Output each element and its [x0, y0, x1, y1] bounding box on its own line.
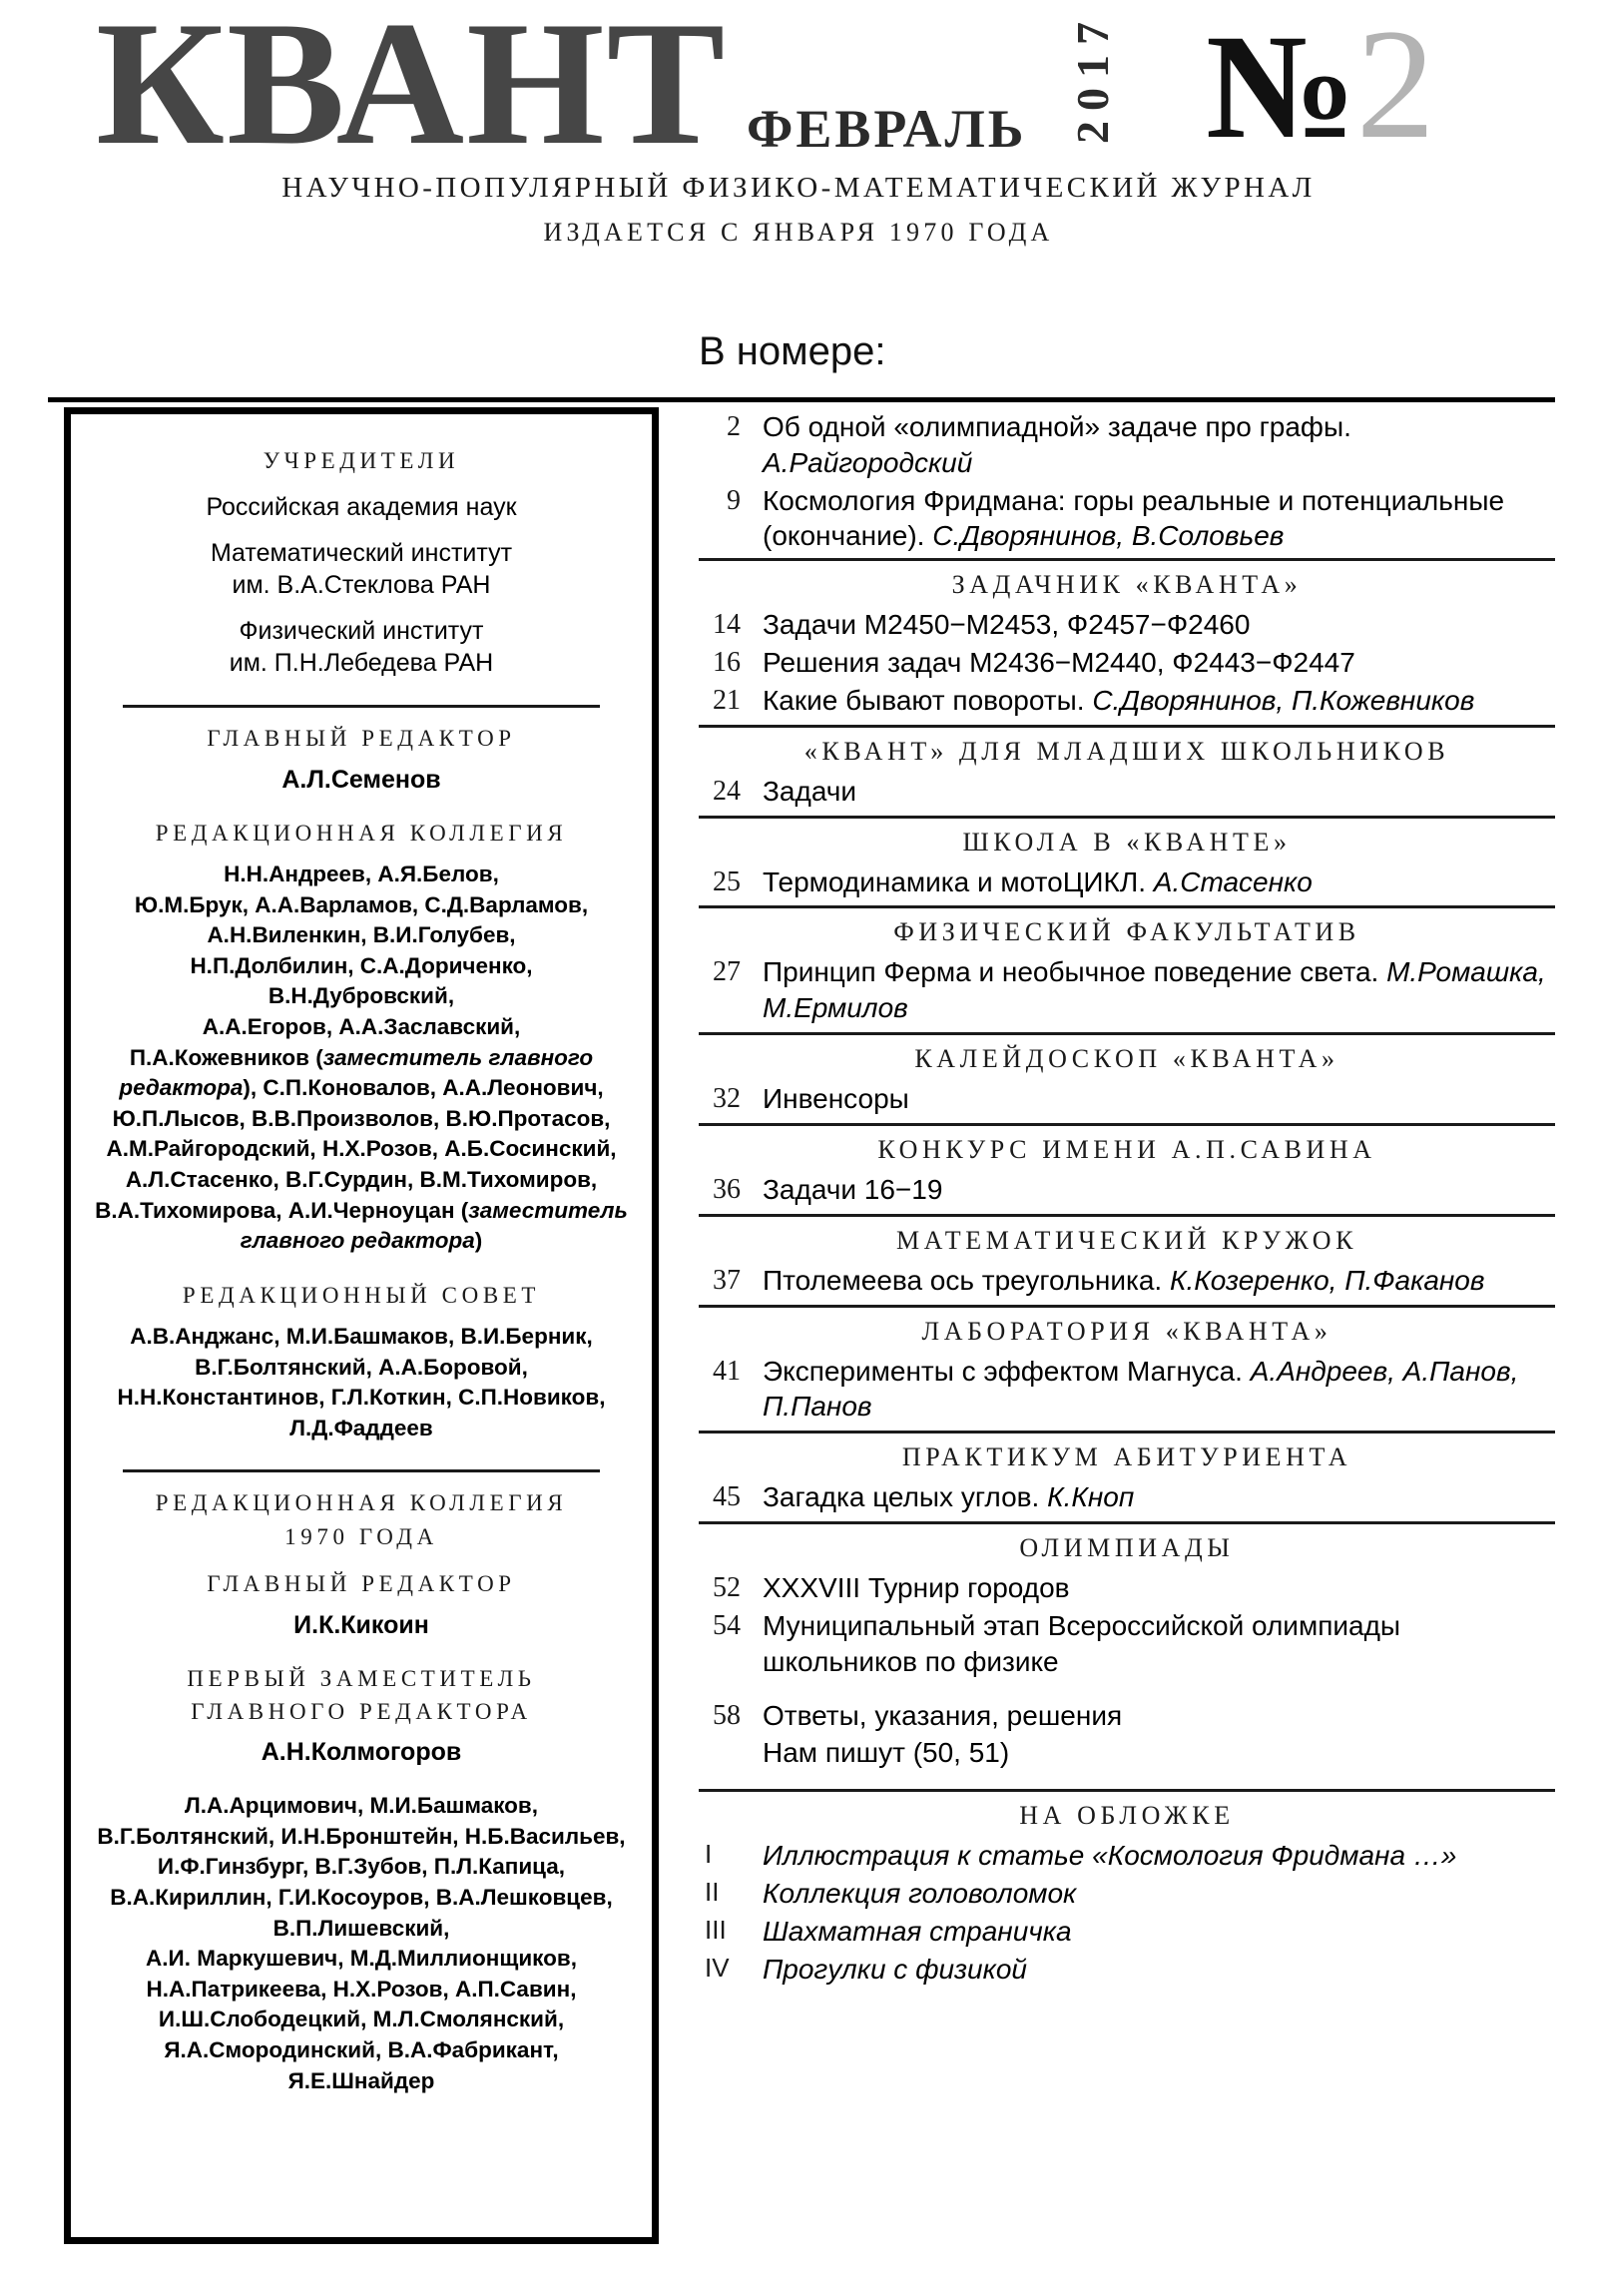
toc-entry-title: Задачи М2450−М2453, Ф2457−Ф2460	[763, 609, 1251, 641]
toc-entry-authors: А.Андреев, А.Панов, П.Панов	[763, 1355, 1519, 1423]
toc-page-number: 25	[713, 865, 741, 897]
editorial-board-line: А.А.Егоров, А.А.Заславский,	[202, 1014, 521, 1039]
table-of-contents	[699, 407, 1555, 1990]
toc-entry-text	[763, 1876, 1555, 1912]
toc-entry-authors: С.Дворянинов, П.Кожевников	[1092, 684, 1475, 716]
editorial-council-heading: РЕДАКЦИОННЫЙ СОВЕТ	[182, 1282, 541, 1308]
deputy-1970-heading-line1: ПЕРВЫЙ ЗАМЕСТИТЕЛЬ	[187, 1665, 536, 1691]
masthead	[0, 0, 1597, 247]
board-1970-line: Н.А.Патрикеева, Н.Х.Розов, А.П.Савин,	[146, 1976, 577, 2002]
toc-entry-title: Задачи 16−19	[763, 1173, 943, 1205]
toc-entry-text	[763, 645, 1555, 681]
toc-page-number: 52	[713, 1572, 741, 1604]
board-1970-line: Я.А.Смородинский, В.А.Фабрикант,	[164, 2036, 559, 2062]
toc-entry[interactable]	[699, 1914, 1555, 1950]
deputy-1970-name: А.Н.Колмогоров	[261, 1738, 462, 1767]
toc-entry-title: Термодинамика и мотоЦИКЛ.	[763, 865, 1154, 897]
toc-page-number: 41	[713, 1355, 741, 1387]
toc-entry-text	[763, 1479, 1555, 1515]
toc-entry[interactable]	[699, 1172, 1555, 1208]
toc-entry-text	[763, 607, 1555, 643]
logo-row	[0, 0, 1597, 182]
toc-entry[interactable]	[699, 774, 1555, 810]
toc-section	[699, 816, 1555, 900]
toc-section-heading: ЛАБОРАТОРИЯ «КВАНТА»	[921, 1316, 1332, 1346]
editorial-board-line: Ю.М.Брук, А.А.Варламов, С.Д.Варламов,	[134, 891, 589, 917]
editorial-board-heading: РЕДАКЦИОННАЯ КОЛЛЕГИЯ	[155, 820, 568, 846]
toc-entry[interactable]	[699, 1570, 1555, 1606]
toc-entry-text	[763, 864, 1555, 900]
toc-page-number: II	[705, 1877, 720, 1908]
masthead-info-panel	[64, 407, 659, 2244]
toc-section	[699, 905, 1555, 1026]
toc-page-number: 37	[713, 1264, 741, 1296]
journal-subtitle: НАУЧНО-ПОПУЛЯРНЫЙ ФИЗИКО-МАТЕМАТИЧЕСКИЙ ЖУРНАЛ	[281, 172, 1316, 204]
toc-section	[699, 1123, 1555, 1208]
editorial-council-line: А.В.Анджанс, М.И.Башмаков, В.И.Берник,	[130, 1324, 593, 1350]
board-1970-list	[85, 1791, 638, 2096]
toc-section-heading: КОНКУРС ИМЕНИ А.П.САВИНА	[877, 1134, 1376, 1164]
editorial-board-line: главного редактора)	[240, 1228, 483, 1254]
toc-entry[interactable]	[699, 1838, 1555, 1874]
toc-page-number: 9	[727, 484, 741, 516]
toc-entry[interactable]	[699, 1698, 1555, 1734]
board-1970-heading-line2: 1970 ГОДА	[284, 1523, 438, 1549]
toc-entry-title: Принцип Ферма и необычное поведение света.	[763, 956, 1387, 988]
toc-entry-text	[763, 1608, 1555, 1680]
toc-entry-title: Шахматная страничка	[763, 1915, 1072, 1947]
toc-section	[699, 1431, 1555, 1515]
issue-month: ФЕВРАЛЬ	[747, 99, 1027, 159]
toc-entry-text	[763, 683, 1555, 719]
editorial-board-list	[87, 860, 636, 1257]
toc-page-number: 2	[727, 411, 741, 442]
toc-entry-text	[763, 1570, 1555, 1606]
toc-entry-title: Птолемеева ось треугольника.	[763, 1264, 1170, 1296]
toc-entry-title: Коллекция головоломок	[763, 1878, 1077, 1910]
toc-page-number: 24	[713, 775, 741, 807]
toc-entry-title: Муниципальный этап Всероссийской олимпиады школьников по физике	[763, 1609, 1401, 1677]
toc-section	[699, 1305, 1555, 1426]
toc-section-heading: ПРАКТИКУМ АБИТУРИЕНТА	[901, 1442, 1352, 1472]
toc-section-heading: КАЛЕЙДОСКОП «КВАНТА»	[914, 1044, 1339, 1074]
toc-section	[699, 558, 1555, 718]
toc-entry-authors: А.Стасенко	[1153, 865, 1313, 897]
panel-divider	[123, 1469, 600, 1472]
toc-entry[interactable]	[699, 1081, 1555, 1117]
deputy-1970-heading	[81, 1662, 642, 1729]
toc-tail-group	[699, 1698, 1555, 1772]
toc-entry-title: Какие бывают повороты.	[763, 684, 1093, 716]
editorial-board-line: П.А.Кожевников (заместитель главного	[129, 1044, 594, 1070]
toc-page-number: 36	[713, 1173, 741, 1205]
editorial-board-line: В.А.Тихомирова, А.И.Черноуцан (заместитель	[95, 1197, 628, 1223]
toc-entry-text	[763, 1172, 1555, 1208]
deputy-1970-heading-line2: ГЛАВНОГО РЕДАКТОРА	[191, 1698, 532, 1724]
toc-section-heading: ФИЗИЧЕСКИЙ ФАКУЛЬТАТИВ	[893, 917, 1360, 947]
toc-section-heading: ОЛИМПИАДЫ	[1019, 1533, 1235, 1563]
founder-line-1: Математический институт	[210, 539, 513, 568]
board-1970-line: И.Ф.Гинзбург, В.Г.Зубов, П.Л.Капица,	[157, 1854, 566, 1880]
toc-entry-text	[763, 1081, 1555, 1117]
journal-title: КВАНТ	[96, 0, 728, 182]
toc-section	[699, 725, 1555, 810]
toc-entry[interactable]	[699, 607, 1555, 643]
board-1970-heading	[81, 1486, 642, 1553]
toc-page-number: 14	[713, 609, 741, 641]
toc-cover-heading: НА ОБЛОЖКЕ	[1019, 1801, 1235, 1831]
toc-entry-text	[763, 1698, 1555, 1734]
toc-entry-text	[763, 774, 1555, 810]
toc-entry[interactable]	[699, 1608, 1555, 1680]
toc-entry[interactable]	[699, 954, 1555, 1026]
board-1970-heading-line1: РЕДАКЦИОННАЯ КОЛЛЕГИЯ	[155, 1490, 568, 1516]
toc-entry-title: Задачи	[763, 775, 857, 807]
in-this-issue-heading: В номере:	[699, 329, 886, 373]
toc-entry[interactable]	[699, 1479, 1555, 1515]
editorial-board-line: В.Н.Дубровский,	[267, 983, 455, 1009]
editorial-board-line: Ю.П.Лысов, В.В.Произволов, В.Ю.Протасов,	[112, 1105, 611, 1131]
toc-entry-text	[763, 954, 1555, 1026]
board-1970-line: В.А.Кириллин, Г.И.Косоуров, В.А.Лешковцев,	[110, 1884, 613, 1910]
founder-line-2: им. П.Н.Лебедева РАН	[229, 649, 494, 678]
editorial-board-line: А.Н.Виленкин, В.И.Голубев,	[207, 922, 516, 948]
editorial-board-line: редактора), С.П.Коновалов, А.А.Леонович,	[119, 1075, 604, 1101]
toc-sections	[699, 558, 1555, 1679]
founder-item	[81, 615, 642, 679]
toc-entry-title: Нам пишут (50, 51)	[763, 1737, 1010, 1769]
toc-entry-text	[763, 1914, 1555, 1950]
toc-section	[699, 1032, 1555, 1117]
toc-section-heading: ЗАДАЧНИК «КВАНТА»	[951, 570, 1303, 600]
toc-entry-text	[763, 1952, 1555, 1988]
issue-year: 2017	[1067, 12, 1118, 144]
editor-1970-heading: ГЛАВНЫЙ РЕДАКТОР	[207, 1571, 516, 1597]
board-1970-line: А.И. Маркушевич, М.Д.Миллионщиков,	[146, 1946, 577, 1972]
toc-entry[interactable]	[699, 645, 1555, 681]
toc-entry-title: XXXVIII Турнир городов	[763, 1572, 1070, 1604]
toc-cover-section	[699, 1789, 1555, 1987]
toc-page-number: 54	[713, 1609, 741, 1641]
editorial-council-list	[87, 1322, 636, 1443]
toc-page-number: 16	[713, 647, 741, 679]
toc-entry[interactable]	[699, 1735, 1555, 1771]
toc-entry-text	[763, 483, 1555, 555]
panel-divider	[123, 705, 600, 708]
toc-entry[interactable]	[699, 1876, 1555, 1912]
number-sign: №	[1206, 4, 1356, 170]
toc-entry-text	[763, 1263, 1555, 1299]
toc-section-heading: ШКОЛА В «КВАНТЕ»	[962, 827, 1292, 857]
toc-section	[699, 1521, 1555, 1679]
issue-number-block	[1206, 0, 1435, 172]
editor-in-chief-heading: ГЛАВНЫЙ РЕДАКТОР	[207, 726, 516, 752]
toc-page-number: 45	[713, 1481, 741, 1513]
toc-entry-authors: К.Козеренко, П.Факанов	[1169, 1264, 1485, 1296]
editorial-council-line: В.Г.Болтянский, А.А.Боровой,	[195, 1354, 528, 1380]
board-1970-line: В.П.Лишевский,	[272, 1915, 450, 1941]
toc-entry[interactable]	[699, 1952, 1555, 1988]
toc-page-number: 58	[713, 1699, 741, 1731]
top-divider	[48, 397, 1555, 402]
toc-section	[699, 1214, 1555, 1299]
toc-page-number: 32	[713, 1083, 741, 1115]
toc-lead-group	[699, 409, 1555, 554]
editorial-board-line: А.Л.Стасенко, В.Г.Сурдин, В.М.Тихомиров,	[125, 1166, 598, 1192]
board-1970-line: И.Ш.Слободецкий, М.Л.Смолянский,	[158, 2007, 565, 2032]
toc-section-heading: МАТЕМАТИЧЕСКИЙ КРУЖОК	[895, 1225, 1358, 1255]
editorial-board-line: Н.Н.Андреев, А.Я.Белов,	[224, 861, 499, 887]
toc-entry[interactable]	[699, 1263, 1555, 1299]
toc-entry-authors: К.Кноп	[1047, 1481, 1135, 1513]
issue-number: 2	[1355, 0, 1435, 172]
toc-entry-text	[763, 1838, 1555, 1874]
toc-section-heading: «КВАНТ» ДЛЯ МЛАДШИХ ШКОЛЬНИКОВ	[803, 736, 1450, 766]
founders-heading: УЧРЕДИТЕЛИ	[263, 448, 460, 473]
toc-entry-title: Космология Фридмана: горы реальные и потенциальные (окончание).	[763, 484, 1505, 552]
toc-entry-title: Иллюстрация к статье «Космология Фридмана …»	[763, 1840, 1457, 1872]
toc-page-number: IV	[705, 1952, 730, 1983]
toc-entry-text	[763, 1735, 1555, 1771]
toc-entry-title: Решения задач М2436−М2440, Ф2443−Ф2447	[763, 647, 1355, 679]
editorial-council-line: Л.Д.Фаддеев	[289, 1415, 433, 1440]
toc-entry[interactable]	[699, 483, 1555, 555]
toc-entry-text	[763, 409, 1555, 481]
toc-page-number: I	[705, 1839, 713, 1870]
toc-entry-title: Прогулки с физикой	[763, 1953, 1027, 1985]
editorial-board-line: Н.П.Долбилин, С.А.Дориченко,	[190, 952, 533, 978]
toc-entry-title: Загадка целых углов.	[763, 1481, 1048, 1513]
editor-in-chief-name: А.Л.Семенов	[281, 765, 441, 794]
toc-page-number: 27	[713, 956, 741, 988]
toc-entry-title: Ответы, указания, решения	[763, 1699, 1123, 1731]
board-1970-line: Л.А.Арцимович, М.И.Башмаков,	[184, 1793, 539, 1819]
toc-entry[interactable]	[699, 1354, 1555, 1426]
journal-since: ИЗДАЕТСЯ С ЯНВАРЯ 1970 ГОДА	[543, 218, 1054, 247]
toc-entry-title: Об одной «олимпиадной» задаче про графы.	[763, 411, 1351, 442]
founder-line-1: Физический институт	[239, 617, 484, 646]
editor-1970-name: И.К.Кикоин	[293, 1610, 429, 1639]
toc-entry[interactable]	[699, 683, 1555, 719]
board-1970-line: В.Г.Болтянский, И.Н.Бронштейн, Н.Б.Васильев,	[97, 1823, 626, 1849]
toc-entry[interactable]	[699, 864, 1555, 900]
founder-line-2: им. В.А.Стеклова РАН	[232, 571, 491, 600]
toc-entry-authors: С.Дворянинов, В.Соловьев	[932, 520, 1285, 552]
editorial-board-line: А.М.Райгородский, Н.Х.Розов, А.Б.Сосинский,	[106, 1136, 617, 1162]
toc-entry[interactable]	[699, 409, 1555, 481]
editorial-council-line: Н.Н.Константинов, Г.Л.Коткин, С.П.Новиков,	[117, 1385, 606, 1411]
toc-entry-authors: М.Ромашка, М.Ермилов	[763, 956, 1546, 1024]
toc-page-number: 21	[713, 684, 741, 716]
toc-entry-title: Эксперименты с эффектом Магнуса.	[763, 1355, 1251, 1387]
founder-item	[81, 537, 642, 601]
toc-entry-title: Инвенсоры	[763, 1083, 909, 1115]
founder-item: Российская академия наук	[206, 493, 517, 522]
toc-entry-text	[763, 1354, 1555, 1426]
board-1970-line: Я.Е.Шнайдер	[287, 2067, 435, 2093]
toc-page-number: III	[705, 1914, 727, 1945]
toc-entry-authors: А.Райгородский	[763, 446, 973, 478]
